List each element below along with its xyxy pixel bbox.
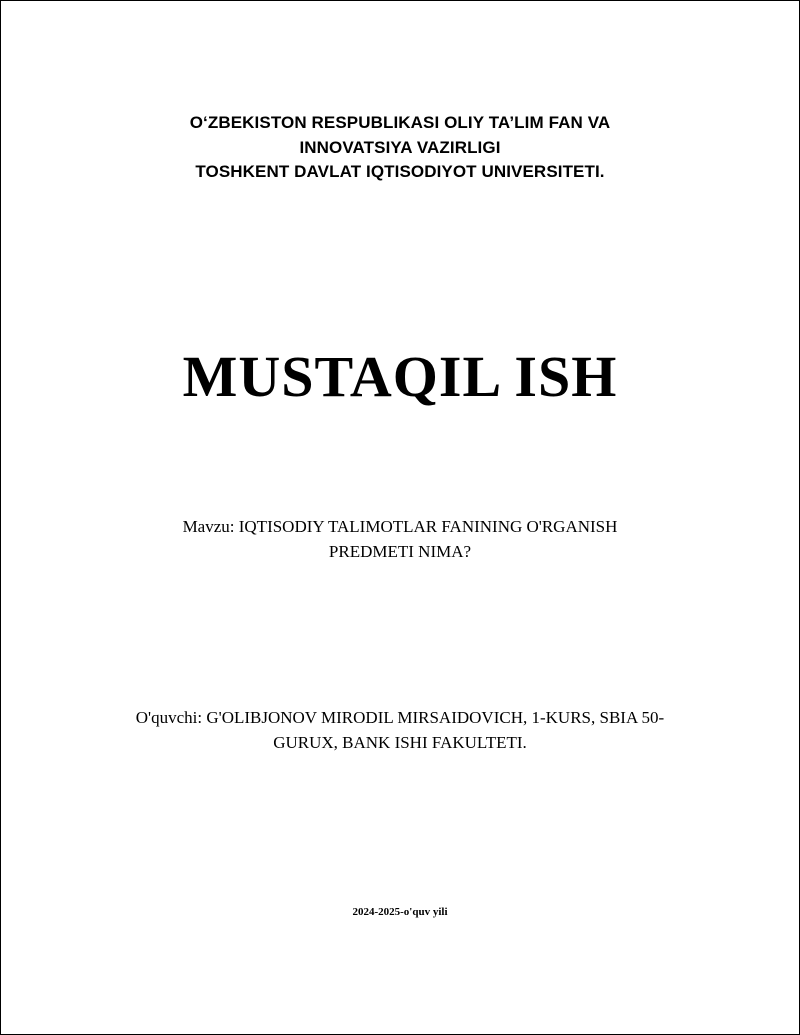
subject-line: Mavzu: IQTISODIY TALIMOTLAR FANINING O'RGANISH PREDMETI NIMA? <box>182 516 618 562</box>
organization-heading <box>121 111 679 185</box>
page-title: MUSTAQIL ISH <box>182 343 618 409</box>
academic-year: 2024-2025-o'quv yili <box>352 905 448 918</box>
organization-line-3: TOSHKENT DAVLAT IQTISODIYOT UNIVERSITETI. <box>195 162 605 182</box>
organization-line-2: INNOVATSIYA VAZIRLIGI <box>299 137 501 157</box>
author-line: O'quvchi: G'OLIBJONOV MIRODIL MIRSAIDOVICH, 1-KURS, SBIA 50-GURUX, BANK ISHI FAKULTETI. <box>135 707 665 753</box>
organization-line-1: O‘ZBEKISTON RESPUBLIKASI OLIY TA’LIM FAN VA <box>189 113 611 132</box>
title-page-content <box>1 1 799 1034</box>
